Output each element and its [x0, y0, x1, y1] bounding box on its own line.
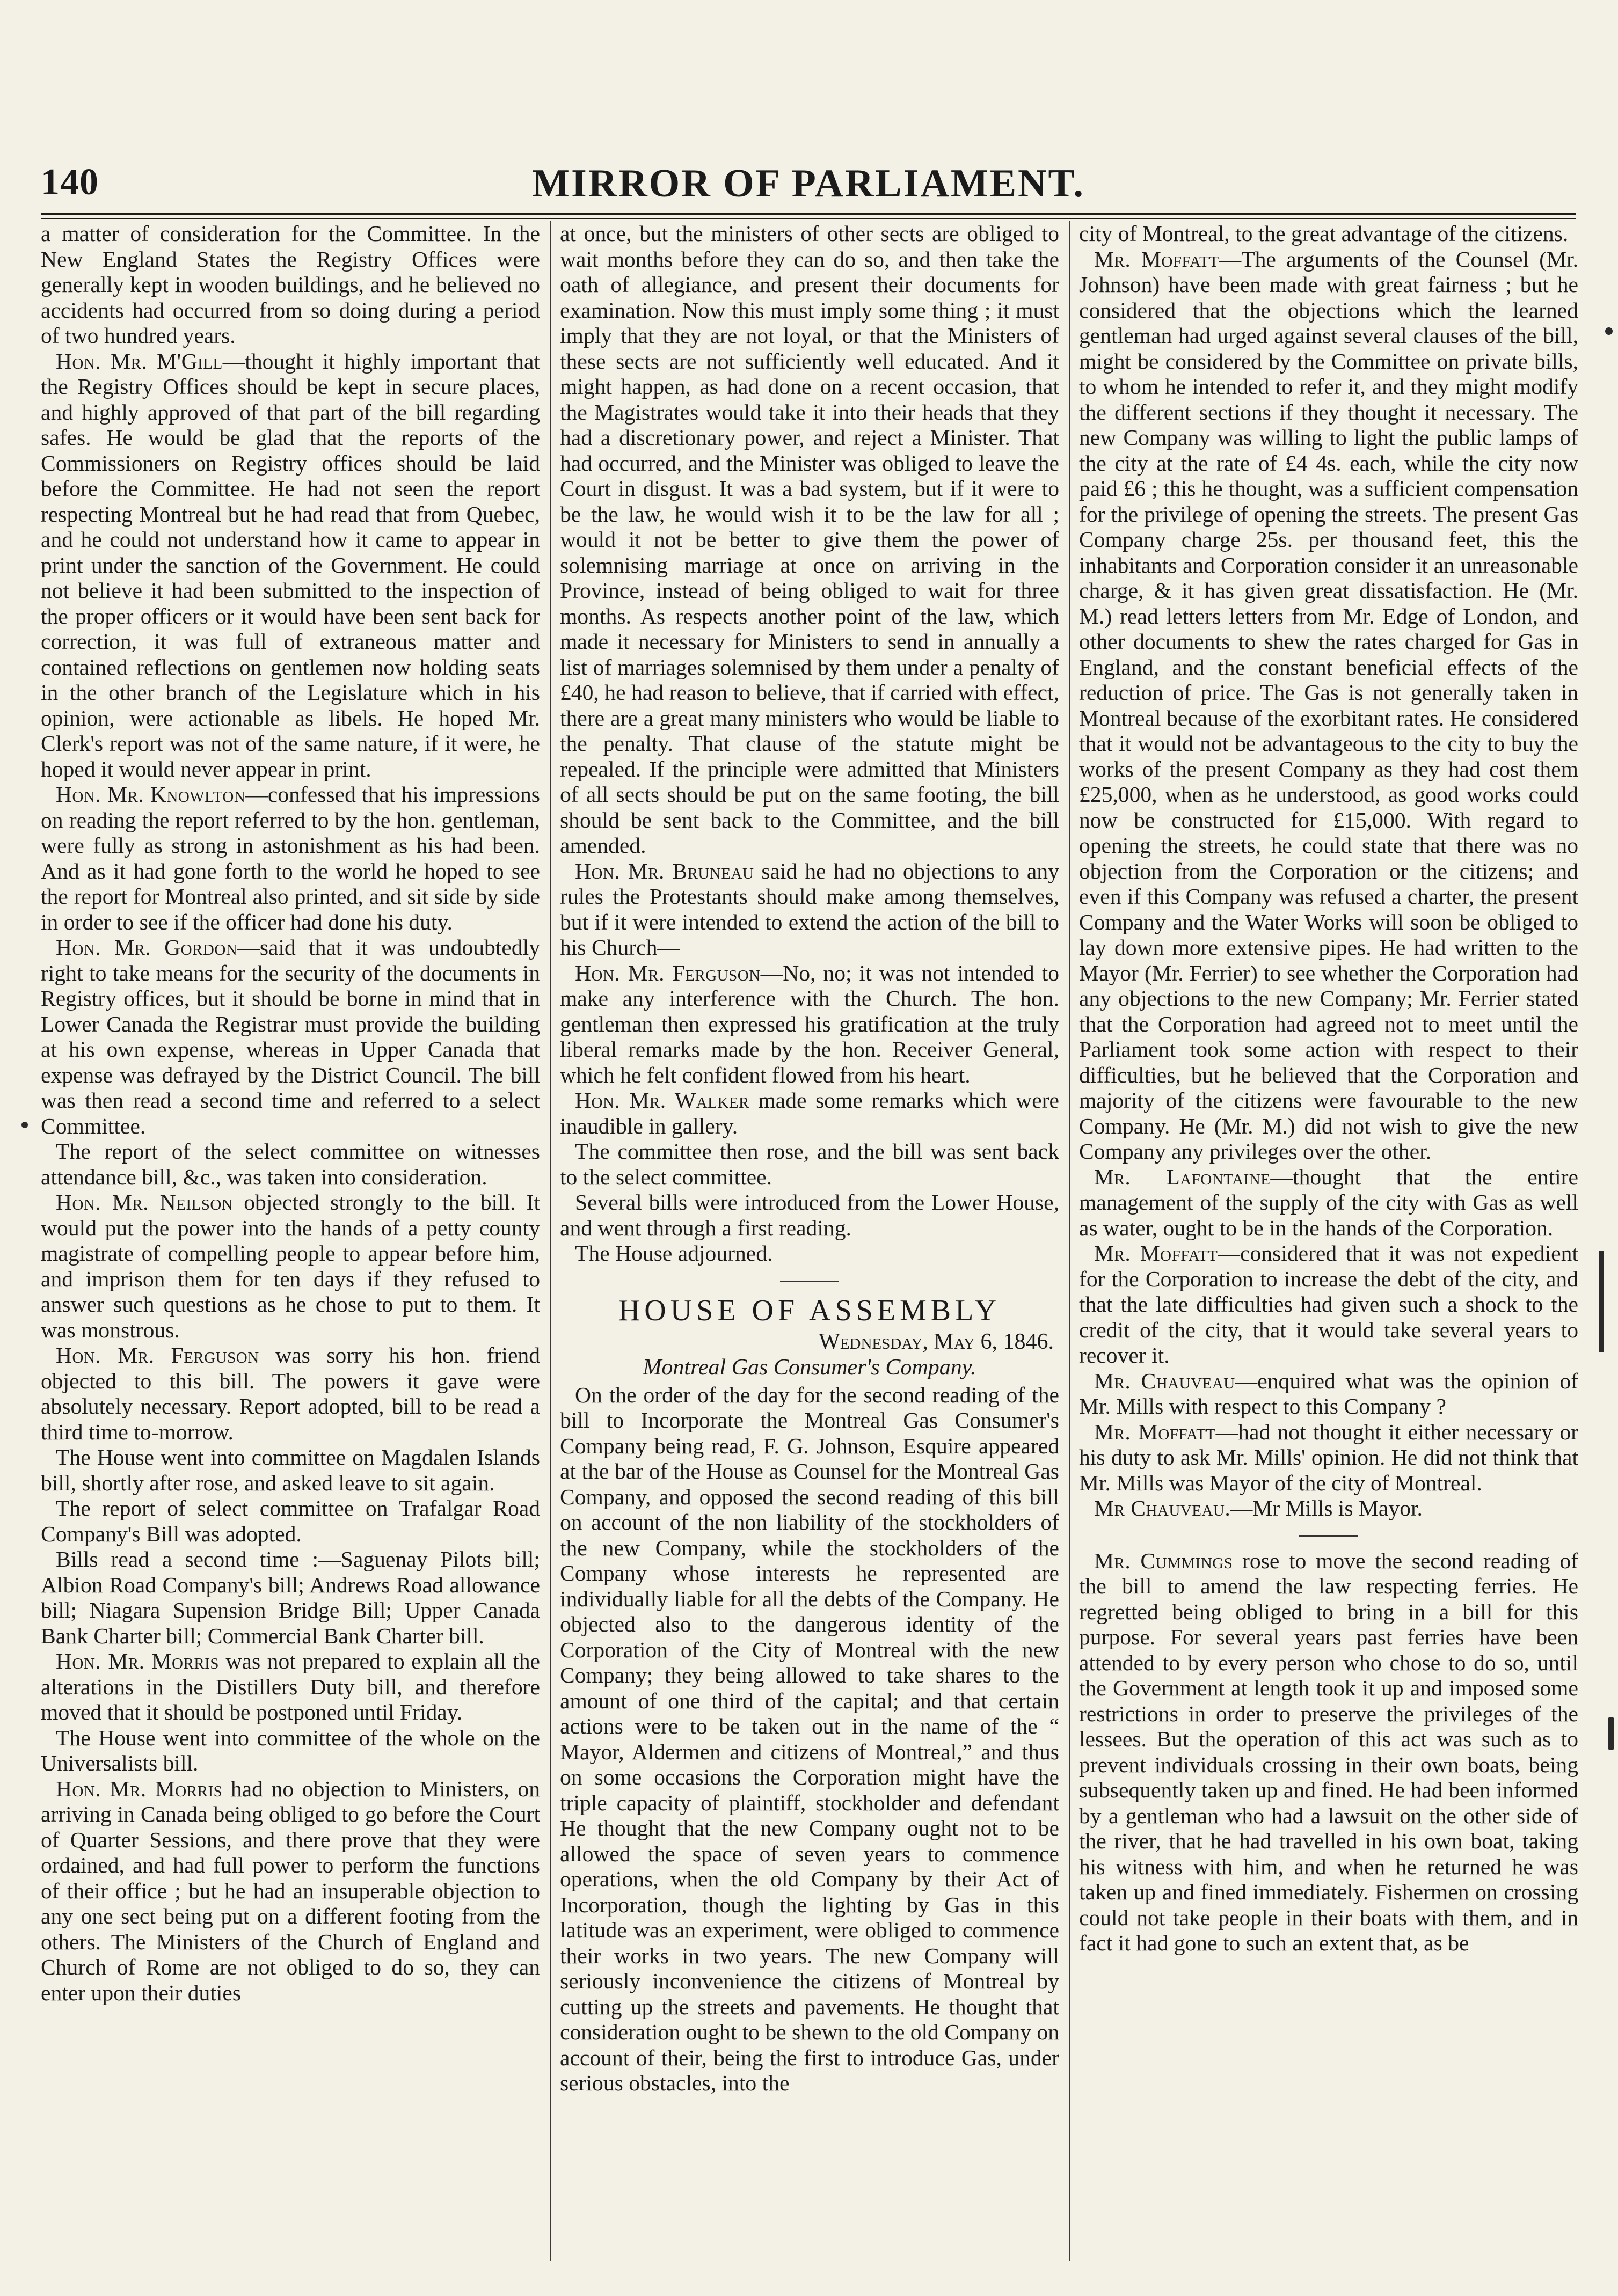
speaker-name: Hon. Mr. Walker: [575, 1088, 749, 1113]
paragraph: The report of select committee on Trafalgar Road Company's Bill was adopted.: [41, 1496, 540, 1546]
speaker-name: Hon. Mr. Ferguson: [56, 1343, 259, 1368]
paragraph: The House went into committee on Magdalen Islands bill, shortly after rose, and asked leave to sit again.: [41, 1445, 540, 1495]
paragraph: Hon. Mr. Neilson objected strongly to the bill. It would put the power into the hands of a petty county magistrate of compelling people to appear before him, and imprison them for ten days if they refused to answer such questions as he chose to put to them. It was monstrous.: [41, 1190, 540, 1342]
speaker-name: Mr. Cummings: [1094, 1548, 1233, 1573]
speaker-name: Hon. Mr. Ferguson: [575, 960, 761, 985]
paragraph: The House went into committee of the whole on the Universalists bill.: [41, 1725, 540, 1775]
paragraph: a matter of consideration for the Committee. In the New England States the Registry Offices were generally kept in wooden buildings, and he believed no accidents had occurred from so doing during a period of two hundred years.: [41, 221, 540, 348]
speaker-name: Mr. Moffatt: [1094, 246, 1219, 272]
paragraph: The report of the select committee on witnesses attendance bill, &c., was taken into consideration.: [41, 1139, 540, 1189]
section-date: Wednesday, May 6, 1846.: [819, 1329, 1054, 1354]
speaker-name: Mr. Lafontaine: [1094, 1164, 1271, 1189]
column-1: [41, 221, 540, 2261]
paragraph: Hon. Mr. Bruneau said he had no objections to any rules the Protestants should make among themselves, but if it were intended to extend the action of the bill to his Church—: [560, 858, 1059, 960]
column-2: [560, 221, 1059, 2261]
paragraph: Mr. Moffatt—considered that it was not expedient for the Corporation to increase the debt of the city, and that the late difficulties had given such a shock to the credit of the city, that it would take several years to recover it.: [1079, 1241, 1578, 1368]
paragraph: Hon. Mr. M'Gill—thought it highly important that the Registry Offices should be kept in secure places, and highly approved of that part of the bill regarding safes. He would be glad that the reports of the Commissioners on Registry offices should be laid before the Committee. He had not seen the report respecting Montreal but he had read that from Quebec, and he could not understand how it came to appear in print under the sanction of the Government. He could not believe it had been submitted to the inspection of the proper officers or it would have been sent back for correction, it was full of extraneous matter and contained reflections on gentlemen now holding seats in the other branch of the Legislature which in his opinion, were actionable as libels. He hoped Mr. Clerk's report was not of the same nature, if it were, he hoped it would never appear in print.: [41, 348, 540, 781]
section-subhead: Montreal Gas Consumer's Company.: [643, 1355, 976, 1380]
paragraph: The House adjourned.: [575, 1241, 773, 1266]
paragraph: Hon. Mr. Ferguson—No, no; it was not intended to make any interference with the Church. The hon. gentleman then expressed his gratification at the truly liberal remarks made by the hon. Receiver General, which he felt confident flowed from his heart.: [560, 960, 1059, 1087]
print-speck: [21, 1122, 28, 1128]
section-title: HOUSE OF ASSEMBLY: [618, 1293, 1001, 1327]
paragraph: Bills read a second time :—Saguenay Pilots bill; Albion Road Company's bill; Andrews Road allowance bill; Niagara Supension Bridge Bill; Upper Canada Bank Charter bill; Commercial Bank Charter bill.: [41, 1547, 540, 1648]
paragraph: On the order of the day for the second reading of the bill to Incorporate the Montreal Gas Consumer's Company being read, F. G. Johnson, Esquire appeared at the bar of the House as Counsel for the Montreal Gas Company, and opposed the second reading of this bill on account of the non liability of the stockholders of the new Company, while the stockholders of the Company whose interests he represented are individually liable for all the debts of the Company. He objected also to the dangerous identity of the Corporation of the City of Montreal with the new Company; they being allowed to take shares to the amount of one third of the capital; and that certain actions were to be taken out in the name of the “ Mayor, Aldermen and citizens of Montreal,” and thus on some occasions the Corporation might have the triple capacity of plaintiff, stockholder and defendant He thought that the new Company ought not to be allowed the space of seven years to commence operations, when the old Company by their Act of Incorporation, though the lighting by Gas in this latitude was an experiment, were obliged to commence their works in two years. The new Company will seriously inconvenience the citizens of Montreal by cutting up the streets and pavements. He thought that consideration ought to be shewn to the old Company on account of their, being the first to introduce Gas, under serious obstacles, into the: [560, 1382, 1059, 2095]
page-header: [41, 161, 1576, 209]
speaker-name: Hon. Mr. M'Gill: [56, 348, 223, 374]
speaker-name: Hon. Mr. Knowlton: [56, 782, 246, 807]
speaker-name: Hon. Mr. Bruneau: [575, 858, 754, 883]
paragraph: Mr. Moffatt—had not thought it either necessary or his duty to ask Mr. Mills' opinion. He did not think that Mr. Mills was Mayor of the city of Montreal.: [1079, 1419, 1578, 1495]
header-rule-thin: [41, 218, 1576, 219]
speaker-name: Mr. Moffatt: [1094, 1419, 1216, 1444]
column-3: [1079, 221, 1578, 2261]
section-divider: [1299, 1535, 1358, 1537]
paragraph: city of Montreal, to the great advantage of the citizens.: [1079, 221, 1569, 246]
speaker-name: Mr. Moffatt: [1094, 1241, 1218, 1266]
paragraph: at once, but the ministers of other sects are obliged to wait months before they can do so, and then take the oath of allegiance, and present their documents for examination. Now this must imply some thing ; it must imply that they are not loyal, or that the Ministers of these sects are not sufficiently well educated. And it might happen, as had done on a recent occasion, that the Magistrates would take it into their heads that they had a discretionary power, and reject a Minister. That had occurred, and the Minister was obliged to leave the Court in disgust. It was a bad system, but if it were to be the law, he would wish it to be the law for all ; would it not be better to give them the power of solemnising marriage at once on arriving in the Province, instead of being obliged to wait for three months. As respects another point of the law, which made it necessary for Ministers to send in annually a list of marriages solemnised by them under a penalty of £40, he had reason to believe, that if carried with effect, there are a great many ministers who would be liable to the penalty. That clause of the statute might be repealed. If the principle were admitted that Ministers of all sects should be put on the same footing, the bill should be sent back to the Committee, and the bill amended.: [560, 221, 1059, 858]
print-speck: [1608, 1717, 1614, 1750]
paragraph: Hon. Mr. Morris was not prepared to explain all the alterations in the Distillers Duty bill, and therefore moved that it should be postponed until Friday.: [41, 1649, 540, 1724]
paragraph: Several bills were introduced from the Lower House, and went through a first reading.: [560, 1190, 1059, 1240]
page-number: 140: [41, 162, 99, 203]
column-divider: [1069, 221, 1070, 2261]
speaker-name: Mr. Chauveau: [1094, 1368, 1235, 1393]
speaker-name: Mr Chauveau: [1094, 1496, 1225, 1520]
speaker-name: Hon. Mr. Neilson: [56, 1190, 234, 1215]
print-speck: [1605, 327, 1613, 335]
speaker-name: Hon. Mr. Morris: [56, 1649, 219, 1673]
paragraph: Hon. Mr. Walker made some remarks which were inaudible in gallery.: [560, 1088, 1059, 1138]
paragraph: Mr. Lafontaine—thought that the entire management of the supply of the city with Gas as well as water, ought to be in the hands of the Corporation.: [1079, 1164, 1578, 1240]
paragraph: Mr. Chauveau—enquired what was the opinion of Mr. Mills with respect to this Company ?: [1079, 1368, 1578, 1418]
paragraph: Hon. Mr. Morris had no objection to Ministers, on arriving in Canada being obliged to go before the Court of Quarter Sessions, and there prove that they were ordained, and had full power to perform the functions of their office ; but he had an insuperable objection to any one sect being put on a different footing from the others. The Ministers of the Church of England and Church of Rome are not obliged to do so, they can enter upon their duties: [41, 1776, 540, 2005]
paragraph: Hon. Mr. Gordon—said that it was undoubtedly right to take means for the security of the documents in Registry offices, but it should be borne in mind that in Lower Canada the Registrar must provide the building at his own expense, whereas in Upper Canada that expense was defrayed by the District Council. The bill was then read a second time and referred to a select Committee.: [41, 935, 540, 1138]
header-rule: [41, 213, 1576, 215]
speaker-name: Hon. Mr. Morris: [56, 1776, 223, 1801]
paragraph: Hon. Mr. Knowlton—confessed that his impressions on reading the report referred to by the hon. gentleman, were fully as strong in astonishment as his had been. And as it had gone forth to the world he hoped to see the report for Montreal also printed, and sit side by side in order to see if the officer had done his duty.: [41, 782, 540, 934]
column-divider: [550, 221, 551, 2261]
print-speck: [1599, 1251, 1604, 1352]
paragraph: The committee then rose, and the bill was sent back to the select committee.: [560, 1139, 1059, 1189]
running-title: MIRROR OF PARLIAMENT.: [532, 162, 1085, 206]
paragraph: Mr. Cummings rose to move the second reading of the bill to amend the law respecting ferries. He regretted being obliged to bring in a bill for this purpose. For several years past ferries have been attended to by every person who chose to do so, until the Government at length took it up and imposed some restrictions in order to preserve the privileges of the lessees. But the operation of this act was such as to prevent individuals crossing in their own boats, being subsequently taken up and fined. He had been informed by a gentleman who had a lawsuit on the other side of the river, that he had travelled in his own boat, taking his witness with him, and when he returned he was taken up and fined immediately. Fishermen on crossing could not take people in their boats with them, and in fact it had gone to such an extent that, as be: [1079, 1548, 1578, 1955]
speaker-name: Hon. Mr. Gordon: [56, 935, 238, 960]
section-divider: [780, 1281, 839, 1282]
paragraph: Mr Chauveau.—Mr Mills is Mayor.: [1094, 1496, 1423, 1520]
paragraph: Hon. Mr. Ferguson was sorry his hon. friend objected to this bill. The powers it gave were absolutely necessary. Report adopted, bill to be read a third time to-morrow.: [41, 1343, 540, 1444]
paragraph: Mr. Moffatt—The arguments of the Counsel (Mr. Johnson) have been made with great fairness ; but he considered that the objections which the learned gentleman had urged against several clauses of the bill, might be considered by the Committee on private bills, to whom he intended to refer it, and they might modify the different sections if they thought it necessary. The new Company was willing to light the public lamps of the city at the rate of £4 4s. each, while the city now paid £6 ; this he thought, was a sufficient compensation for the privilege of opening the streets. The present Gas Company charge 25s. per thousand feet, this the inhabitants and Corporation consider it an unreasonable charge, & it has given great dissatisfaction. He (Mr. M.) read letters letters from Mr. Edge of London, and other documents to shew the rates charged for Gas in England, and the constant beneficial effects of the reduction of price. The Gas is not generally taken in Montreal because of the exorbitant rates. He considered that it would not be advantageous to the city to buy the works of the present Company as they had cost them £25,000, when as he understood, as good works could now be constructed for £15,000. With regard to opening the streets, he could state that there was no objection from the Corporation or the citizens; and even if this Company was refused a charter, the present Company and the Water Works will soon be obliged to lay down more extensive pipes. He had written to the Mayor (Mr. Ferrier) to see whether the Corporation had any objections to the new Company; Mr. Ferrier stated that the Corporation had agreed not to meet until the Parliament took some action with respect to their difficulties, but he believed that the Corporation and majority of the citizens were favourable to the new Company. He (Mr. M.) did not wish to give the new Company any privileges over the other.: [1079, 246, 1578, 1164]
